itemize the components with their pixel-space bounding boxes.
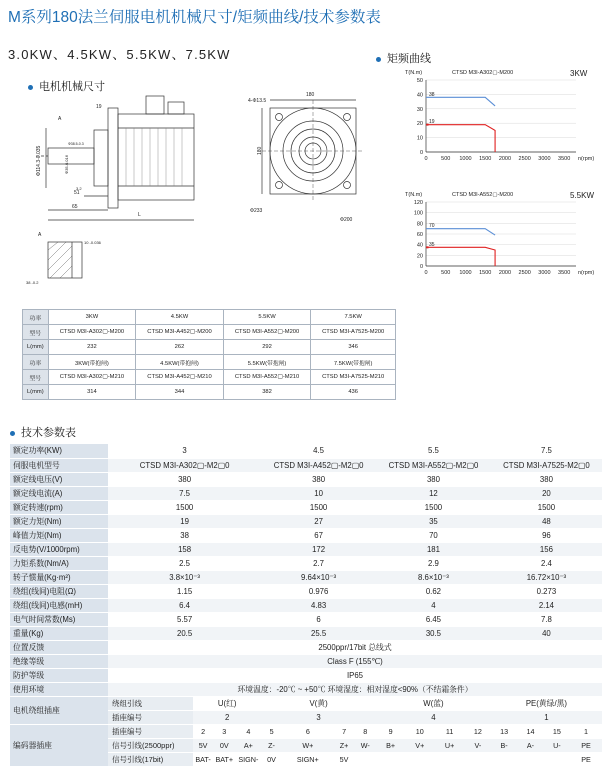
table-cell: CTSD M3I-A552▢-M2▢0 — [376, 458, 491, 472]
table-cell: 2 — [193, 710, 261, 724]
section-curve-heading: 矩频曲线 — [376, 50, 431, 66]
table-cell: 30.5 — [376, 626, 491, 640]
table-row — [10, 472, 602, 486]
table-cell — [465, 752, 491, 766]
torque-curve-chart-5-5kw — [380, 184, 606, 284]
x-tick-label: 3500 — [558, 270, 571, 276]
y-tick-label: 50 — [416, 78, 423, 84]
table-cell: 8.6×10⁻³ — [376, 570, 491, 584]
chart-model-title: CTSD M3I-A552▢-M200 — [452, 192, 514, 198]
table-cell: 4.5 — [261, 444, 376, 458]
table-row — [10, 626, 602, 640]
table-cell: 380 — [108, 472, 261, 486]
bullet-icon — [376, 57, 381, 62]
page-title: M系列180法兰伺服电机机械尺寸/矩频曲线/技术参数表 — [8, 9, 381, 26]
table-cell: BAT+ — [213, 752, 236, 766]
dim-3-2: 3.2 — [76, 186, 82, 191]
table-row — [10, 514, 602, 528]
table-cell: 6.45 — [376, 612, 491, 626]
table-cell — [376, 752, 405, 766]
section-tech-heading: 技术参数表 — [10, 424, 76, 440]
table-cell: 2.5 — [108, 556, 261, 570]
table-cell: 172 — [261, 542, 376, 556]
y-tick-label: 0 — [419, 264, 423, 270]
table-cell: SIGN+ — [282, 752, 334, 766]
row-header: 电气时间常数(Ms) — [10, 612, 108, 626]
table-cell: 3 — [261, 710, 376, 724]
table-cell: W- — [354, 738, 376, 752]
table-cell: 292 — [223, 340, 311, 355]
table-cell: PE — [570, 738, 602, 752]
table-cell: 11 — [434, 724, 464, 738]
table-row — [10, 696, 602, 710]
table-cell: 20.5 — [108, 626, 261, 640]
x-tick-label: 1500 — [479, 156, 492, 162]
table-cell: 20 — [491, 486, 602, 500]
table-cell: 5.5KW(带抱闸) — [223, 355, 311, 370]
dim-35: Φ35-0.016 — [64, 155, 69, 174]
sub-header: 信号引线(2500ppr) — [108, 738, 193, 752]
table-cell: 2.4 — [491, 556, 602, 570]
table-cell: CTSD M3I-A452▢-M210 — [136, 370, 224, 385]
table-cell — [434, 752, 464, 766]
table-cell: 3KW(带抱闸) — [48, 355, 136, 370]
table-cell: 262 — [136, 340, 224, 355]
dim-L: L — [138, 212, 141, 218]
power-badge: 3KW — [570, 69, 588, 78]
dim-38: 38 -0.2 — [26, 280, 39, 285]
table-cell: 0V — [261, 752, 282, 766]
table-cell: 70 — [376, 528, 491, 542]
sub-header: 信号引线(17bit) — [108, 752, 193, 766]
table-cell: 380 — [491, 472, 602, 486]
table-cell: CTSD M3I-A302▢-M200 — [48, 325, 136, 340]
row-header: L(mm) — [23, 340, 49, 355]
table-cell: 3.8×10⁻³ — [108, 570, 261, 584]
y-tick-label: 80 — [416, 221, 423, 228]
table-row — [10, 542, 602, 556]
table-cell: 2.14 — [491, 598, 602, 612]
dim-19: 19 — [96, 104, 102, 110]
table-cell: 环境温度：-20℃ ~ +50℃ 环境湿度：相对湿度<90%（不结霜条件） — [108, 682, 602, 696]
table-cell: 48 — [491, 514, 602, 528]
table-cell: 5 — [261, 724, 282, 738]
table-cell: B- — [491, 738, 517, 752]
table-cell: Z+ — [334, 738, 355, 752]
table-cell: A+ — [236, 738, 262, 752]
table-cell: 8 — [354, 724, 376, 738]
table-cell: 9 — [376, 724, 405, 738]
table-cell: CTSD M3I-A552▢-M200 — [223, 325, 311, 340]
row-header: 防护等级 — [10, 668, 108, 682]
table-cell: 7.8 — [491, 612, 602, 626]
table-cell: 158 — [108, 542, 261, 556]
mechanical-drawing — [18, 88, 370, 296]
table-cell: 13 — [491, 724, 517, 738]
table-cell: A- — [517, 738, 543, 752]
y-tick-label: 20 — [416, 121, 423, 128]
table-cell: 1 — [491, 710, 602, 724]
table-cell: CTSD M3I-A7525-M2▢0 — [491, 458, 602, 472]
row-header: 位置反馈 — [10, 640, 108, 654]
row-header: 额定线电流(A) — [10, 486, 108, 500]
dim-180-vertical: 180 — [257, 146, 263, 155]
table-cell: 4.83 — [261, 598, 376, 612]
sub-header: 绕组引线 — [108, 696, 193, 710]
table-cell: 0V — [213, 738, 236, 752]
power-range-subtitle: 3.0KW、4.5KW、5.5KW、7.5KW — [8, 47, 231, 62]
table-cell: 12 — [465, 724, 491, 738]
table-cell: 1500 — [491, 500, 602, 514]
row-header: 编码器插座 — [10, 724, 108, 766]
dim-10: 10 -0.036 — [84, 240, 101, 245]
table-row — [10, 640, 602, 654]
table-row — [10, 654, 602, 668]
row-header: 绕组(线间)电感(mH) — [10, 598, 108, 612]
table-cell: BAT- — [193, 752, 213, 766]
y-tick-label: 0 — [419, 150, 423, 156]
table-row — [23, 355, 396, 370]
table-cell: 5.57 — [108, 612, 261, 626]
chart-model-title: CTSD M3I-A302▢-M200 — [452, 70, 514, 76]
table-cell: W(蓝) — [376, 696, 491, 710]
x-tick-label: 2500 — [518, 156, 531, 162]
x-tick-label: 2000 — [498, 270, 512, 276]
data-label: 35 — [429, 241, 435, 248]
table-row — [10, 668, 602, 682]
dim-65: 65 — [72, 204, 78, 210]
torque-curve-chart-3kw — [380, 62, 606, 170]
x-tick-label: 500 — [441, 156, 451, 162]
table-cell: 2.9 — [376, 556, 491, 570]
row-header: 功率 — [23, 310, 49, 325]
data-label: 19 — [429, 119, 435, 126]
row-header: 额定功率(KW) — [10, 444, 108, 458]
table-cell: Z- — [261, 738, 282, 752]
table-cell: 96 — [491, 528, 602, 542]
table-row — [10, 612, 602, 626]
table-cell: Class F (155℃) — [108, 654, 602, 668]
table-cell: 4 — [376, 598, 491, 612]
table-cell: 10 — [405, 724, 434, 738]
x-tick-label: 0 — [424, 156, 428, 162]
table-cell: 1500 — [108, 500, 261, 514]
table-cell: 7.5KW(带抱闸) — [311, 355, 396, 370]
table-cell: 38 — [108, 528, 261, 542]
table-cell: CTSD M3I-A302▢-M2▢0 — [108, 458, 261, 472]
row-header: 反电势(V/1000rpm) — [10, 542, 108, 556]
x-axis-label: n(rpm) — [578, 270, 595, 276]
table-cell: PE(黄绿/黑) — [491, 696, 602, 710]
dimension-table — [22, 309, 396, 400]
table-cell: 3KW — [48, 310, 136, 325]
rated-torque-line — [426, 125, 495, 152]
table-cell: 2 — [193, 724, 213, 738]
table-row — [23, 310, 396, 325]
row-header: 伺服电机型号 — [10, 458, 108, 472]
table-row — [10, 458, 602, 472]
table-row — [23, 385, 396, 400]
dim-bolt-holes: 4-Φ13.5 — [248, 98, 267, 104]
table-row — [23, 370, 396, 385]
table-cell: V(黄) — [261, 696, 376, 710]
table-row — [10, 570, 602, 584]
row-header: 绝缘等级 — [10, 654, 108, 668]
y-tick-label: 120 — [413, 200, 423, 206]
table-cell: 2.7 — [261, 556, 376, 570]
table-cell: 0.62 — [376, 584, 491, 598]
dim-38-5: Φ38.5-0.3 — [68, 142, 84, 146]
row-header: 电机绕组插座 — [10, 696, 108, 724]
y-axis-label: T(N.m) — [405, 192, 423, 198]
x-tick-label: 2000 — [498, 156, 512, 162]
row-header: 额定线电压(V) — [10, 472, 108, 486]
dim-233: Φ233 — [250, 208, 263, 214]
table-cell: SIGN- — [236, 752, 262, 766]
x-axis-label: n(rpm) — [578, 156, 595, 162]
table-cell: 14 — [517, 724, 543, 738]
table-cell: 40 — [491, 626, 602, 640]
bullet-icon — [10, 431, 15, 436]
row-header: L(mm) — [23, 385, 49, 400]
table-row — [10, 584, 602, 598]
y-tick-label: 100 — [413, 210, 423, 217]
row-header: 额定力矩(Nm) — [10, 514, 108, 528]
section-mech-heading: 电机机械尺寸 — [28, 78, 105, 94]
peak-torque-line — [426, 97, 495, 106]
table-cell: 25.5 — [261, 626, 376, 640]
table-cell: 346 — [311, 340, 396, 355]
table-cell: 181 — [376, 542, 491, 556]
dim-114: Φ114.3-0.035 — [36, 145, 42, 176]
table-row — [10, 486, 602, 500]
y-tick-label: 40 — [416, 92, 423, 99]
table-cell: 27 — [261, 514, 376, 528]
x-tick-label: 500 — [441, 270, 451, 276]
table-cell: CTSD M3I-A452▢-M2▢0 — [261, 458, 376, 472]
y-axis-label: T(N.m) — [405, 70, 423, 76]
table-cell: 314 — [48, 385, 136, 400]
table-cell: 15 — [544, 724, 570, 738]
row-header: 使用环境 — [10, 682, 108, 696]
table-row — [10, 500, 602, 514]
x-tick-label: 1000 — [459, 270, 472, 276]
table-cell — [354, 752, 376, 766]
table-cell: 380 — [376, 472, 491, 486]
table-cell: 7.5KW — [311, 310, 396, 325]
table-cell: 1.15 — [108, 584, 261, 598]
dim-200: Φ200 — [340, 217, 353, 223]
table-row — [10, 444, 602, 458]
table-cell: 6 — [282, 724, 334, 738]
row-header: 峰值力矩(Nm) — [10, 528, 108, 542]
row-header: 绕组(线间)电阻(Ω) — [10, 584, 108, 598]
table-cell: 4.5KW — [136, 310, 224, 325]
table-cell: 12 — [376, 486, 491, 500]
table-cell — [405, 752, 434, 766]
table-cell — [544, 752, 570, 766]
table-cell: V+ — [405, 738, 434, 752]
section-A-label: A — [38, 232, 42, 238]
x-tick-label: 3000 — [538, 270, 551, 276]
table-cell — [517, 752, 543, 766]
table-cell: 3 — [108, 444, 261, 458]
table-cell: CTSD M3I-A302▢-M210 — [48, 370, 136, 385]
table-cell: 7.5 — [491, 444, 602, 458]
table-cell: V- — [465, 738, 491, 752]
table-cell: 380 — [261, 472, 376, 486]
table-cell: B+ — [376, 738, 405, 752]
x-tick-label: 1000 — [459, 156, 472, 162]
table-cell: 344 — [136, 385, 224, 400]
table-cell: 0.976 — [261, 584, 376, 598]
x-tick-label: 2500 — [518, 270, 531, 276]
y-tick-label: 20 — [416, 253, 423, 260]
table-cell: 7 — [334, 724, 355, 738]
table-cell: 5V — [193, 738, 213, 752]
table-cell: 16.72×10⁻³ — [491, 570, 602, 584]
spec-table — [10, 444, 602, 767]
table-cell: 5.5 — [376, 444, 491, 458]
x-tick-label: 3000 — [538, 156, 551, 162]
table-cell — [491, 752, 517, 766]
table-row — [10, 528, 602, 542]
table-cell: 9.64×10⁻³ — [261, 570, 376, 584]
rated-torque-line — [426, 247, 495, 266]
table-cell: 6 — [261, 612, 376, 626]
table-cell: 156 — [491, 542, 602, 556]
data-label: 38 — [429, 91, 435, 98]
x-tick-label: 0 — [424, 270, 428, 276]
table-cell: 4 — [236, 724, 262, 738]
table-cell: 5.5KW — [223, 310, 311, 325]
row-header: 功率 — [23, 355, 49, 370]
table-cell: 19 — [108, 514, 261, 528]
row-header: 转子惯量(Kg·m²) — [10, 570, 108, 584]
table-cell: 2500ppr/17bit 总线式 — [108, 640, 602, 654]
table-row — [10, 682, 602, 696]
table-cell: 10 — [261, 486, 376, 500]
row-header: 型号 — [23, 370, 49, 385]
table-cell: 1500 — [376, 500, 491, 514]
table-cell: 4 — [376, 710, 491, 724]
table-row — [10, 724, 602, 738]
table-cell: 35 — [376, 514, 491, 528]
table-cell: U+ — [434, 738, 464, 752]
table-cell: 382 — [223, 385, 311, 400]
table-cell: CTSD M3I-A552▢-M210 — [223, 370, 311, 385]
y-tick-label: 60 — [416, 232, 423, 238]
table-cell: 436 — [311, 385, 396, 400]
table-cell: 1500 — [261, 500, 376, 514]
sub-header: 插座编号 — [108, 710, 193, 724]
table-cell: CTSD M3I-A7525-M200 — [311, 325, 396, 340]
x-tick-label: 1500 — [479, 270, 492, 276]
table-cell: 4.5KW(带抱闸) — [136, 355, 224, 370]
table-cell: U(红) — [193, 696, 261, 710]
table-row — [10, 598, 602, 612]
power-badge: 5.5KW — [570, 191, 595, 200]
dim-A-marker: A — [58, 116, 62, 122]
table-cell: 3 — [213, 724, 236, 738]
x-tick-label: 3500 — [558, 156, 571, 162]
table-cell: 7.5 — [108, 486, 261, 500]
table-row — [23, 340, 396, 355]
table-cell: W+ — [282, 738, 334, 752]
table-row — [10, 556, 602, 570]
table-cell: IP65 — [108, 668, 602, 682]
dim-180: 180 — [306, 92, 315, 98]
table-cell: 232 — [48, 340, 136, 355]
table-cell: 67 — [261, 528, 376, 542]
row-header: 力矩系数(Nm/A) — [10, 556, 108, 570]
y-tick-label: 40 — [416, 242, 423, 249]
row-header: 额定转速(rpm) — [10, 500, 108, 514]
table-cell: U- — [544, 738, 570, 752]
table-row — [23, 325, 396, 340]
y-tick-label: 10 — [416, 135, 423, 142]
table-cell: CTSD M3I-A7525-M210 — [311, 370, 396, 385]
sub-header: 插座编号 — [108, 724, 193, 738]
table-cell: 6.4 — [108, 598, 261, 612]
data-label: 70 — [429, 223, 435, 230]
table-cell: 5V — [334, 752, 355, 766]
row-header: 型号 — [23, 325, 49, 340]
y-tick-label: 30 — [416, 106, 423, 113]
row-header: 重量(Kg) — [10, 626, 108, 640]
table-cell: PE — [570, 752, 602, 766]
table-cell: CTSD M3I-A452▢-M200 — [136, 325, 224, 340]
table-cell: 1 — [570, 724, 602, 738]
dim-51: 51 — [74, 190, 80, 196]
table-cell: 0.273 — [491, 584, 602, 598]
